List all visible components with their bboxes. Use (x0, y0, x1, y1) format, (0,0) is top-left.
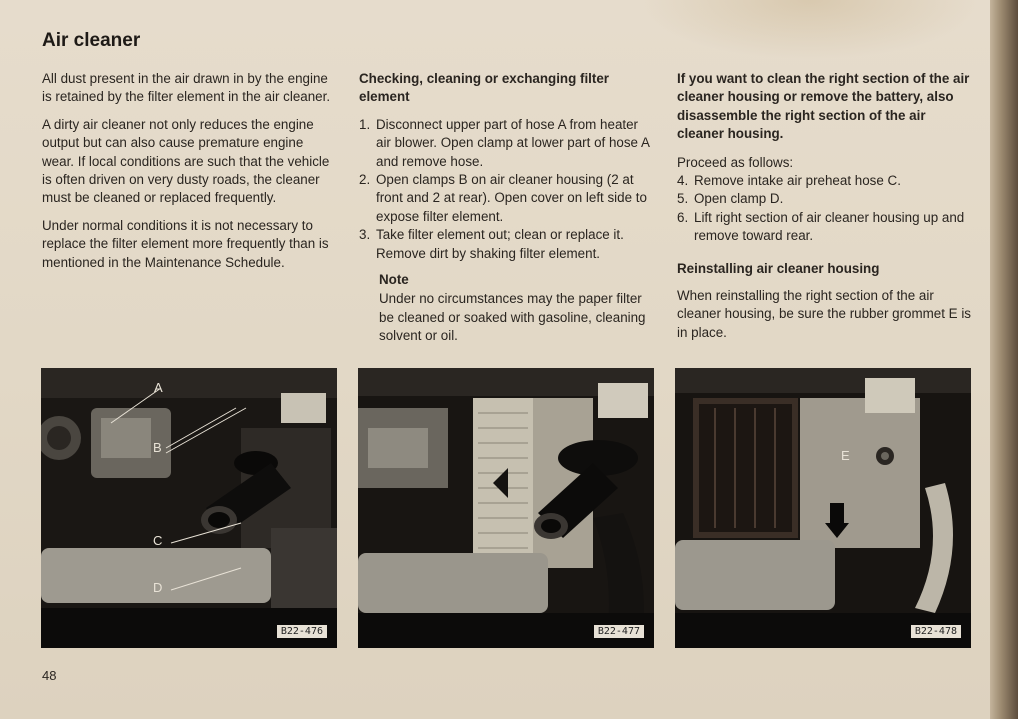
step-number: 5. (677, 191, 689, 207)
step-item (677, 172, 971, 190)
housing-intro: If you want to clean the right section of the air cleaner housing or remove the battery, also disassemble the right section of the air cleaner housing. (677, 71, 970, 142)
engine-photo-2 (358, 368, 654, 648)
step-item (677, 209, 971, 246)
callout-e: E (841, 448, 850, 463)
callout-d: D (153, 580, 163, 595)
step-number: 1. (359, 116, 371, 132)
figure-label: B22-478 (911, 625, 961, 638)
paper-stain (640, 0, 980, 60)
callout-b: B (153, 440, 162, 455)
step-text: Remove intake air preheat hose C. (694, 173, 901, 189)
step-text: Disconnect upper part of hose A from heater air blower. Open clamp at lower part of hose A and remove hose. (376, 116, 650, 169)
step-number: 6. (677, 209, 689, 225)
callout-c: C (153, 533, 163, 548)
step-number: 4. (677, 173, 689, 189)
step-text: Open clamp D. (694, 191, 784, 207)
engine-photo-1 (41, 368, 337, 648)
section-heading-reinstall: Reinstalling air cleaner housing (677, 260, 880, 276)
engine-photo-3 (675, 368, 971, 648)
step-text: Take filter element out; clean or replace it. Remove dirt by shaking filter element. (376, 227, 624, 261)
column-intro (42, 70, 336, 281)
book-page-edge (990, 0, 1018, 719)
figure-label: B22-477 (594, 625, 644, 638)
engine-photo-3-image (675, 368, 971, 648)
engine-photo-2-image (358, 368, 654, 648)
column-filter-element (359, 70, 653, 346)
proceed-label: Proceed as follows: (677, 154, 794, 170)
intro-paragraph-3: Under normal conditions it is not necessary to replace the filter element more frequently than is mentioned in the Maintenance Schedule. (42, 217, 329, 270)
step-number: 2. (359, 172, 371, 188)
page-number: 48 (42, 668, 57, 683)
step-number: 3. (359, 227, 371, 243)
note-text: Under no circumstances may the paper filter be cleaned or soaked with gasoline, cleaning solvent or oil. (379, 291, 646, 344)
step-text: Lift right section of air cleaner housing up and remove toward rear. (694, 209, 965, 244)
step-item (359, 226, 653, 263)
intro-paragraph-2: A dirty air cleaner not only reduces the engine output but can also cause premature engine wear. If local conditions are such that the vehicle is often driven on very dusty roads, the cleaner must be cleaned or replaced frequently. (42, 116, 330, 206)
reinstall-paragraph: When reinstalling the right section of the air cleaner housing, be sure the rubber grommet E is in place. (677, 288, 972, 340)
page-title: Air cleaner (42, 30, 141, 51)
callout-a: A (154, 380, 163, 395)
column-housing (677, 70, 971, 351)
section-heading-filter: Checking, cleaning or exchanging filter element (359, 71, 610, 105)
step-item (359, 116, 653, 171)
engine-photo-1-image (41, 368, 337, 648)
housing-steps-list (677, 172, 971, 246)
step-item (359, 171, 653, 226)
note-heading: Note (379, 272, 409, 288)
step-item (677, 190, 971, 208)
filter-steps-list (359, 116, 653, 263)
figure-label: B22-476 (277, 625, 327, 638)
intro-paragraph-1: All dust present in the air drawn in by the engine is retained by the filter element in the air cleaner. (42, 71, 331, 105)
step-text: Open clamps B on air cleaner housing (2 at front and 2 at rear). Open cover on left side to expose filter element. (376, 172, 647, 224)
